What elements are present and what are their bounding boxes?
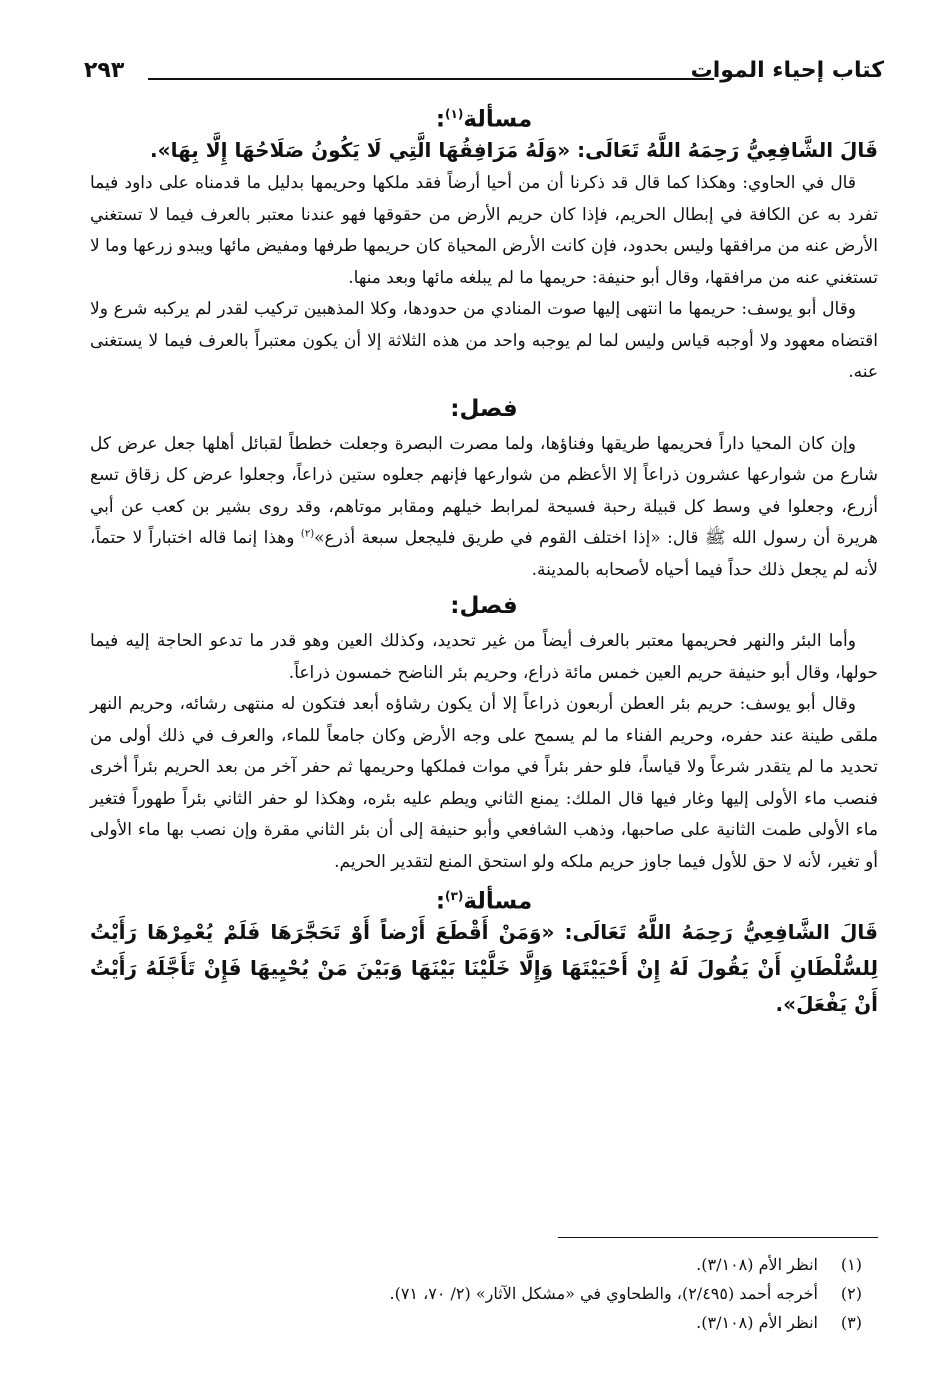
shafii-quote-2: قَالَ الشَّافِعِيُّ رَحِمَهُ اللَّهُ تَعَالَى: «وَمَنْ أَقْطَعَ أَرْضاً أَوْ تَحَجَّرَهَا فَلَمْ يُعْمِرْهَا رَأَيْتُ لِلسُّلْطَانِ أَنْ يَقُولَ لَهُ إِنْ أَحْيَيْتَهَا وَإِلَّا خَلَّيْنَا بَيْنَهَا وَبَيْنَ مَنْ يُحْيِيهَا فَإِنْ تَأَجَّلَهُ رَأَيْتُ أَنْ يَفْعَلَ».	[90, 920, 878, 1016]
paragraph-2: وقال أبو يوسف: حريمها ما انتهى إليها صوت المنادي من حدودها، وكلا المذهبين تركيب لقدر لم يركبه شرع ولا اقتضاه معهود ولا أوجبه قياس وليس لما لم يوجبه واحد من هذه الثلاثة إلا أن يكون معتبراً بالعرف فيما لا يستغنى عنه.	[90, 299, 878, 382]
page-number: ٢٩٣	[84, 58, 125, 83]
issue-heading-1	[90, 96, 878, 132]
footnote-number: (١)	[840, 1255, 862, 1274]
issue-heading-colon: :	[435, 106, 446, 133]
section-heading-1: فصل:	[450, 395, 518, 422]
footnote-ref-1: (١)	[445, 107, 464, 121]
issue-heading-colon: :	[435, 888, 446, 915]
paragraph-5: وقال أبو يوسف: حريم بئر العطن أربعون ذراعاً إلا أن يكون رشاؤه أبعد فتكون له منتهى رشائه، وحريم النهر ملقى طينة عند حفره، وحريم الفناء ما لم يسمح على وجه الأرض وكان جامعاً للماء، والعرف في ذلك أولى من تحديد ما لم يتقدر شرعاً ولا قياساً، فلو حفر بئراً في موات فملكها وحريمها ثم حفر آخر من بعد الحريم بئراً أخرى فنصب ماء الأولى إليها وغار فيها قال الملك: يمنع الثاني ويطم عليه بئره، وهكذا لو حفر الثاني بئراً طهوراً فتغير ماء الأولى طمت الثانية على صاحبها، وذهب الشافعي وأبو حنيفة إلى أن بئر الثاني مقرة وإن نصب بها ماء الأولى أو تغير، لأنه لا حق للأول فيما جاوز حريم ملكه ولو استحق المنع لتقدير الحريم.	[90, 694, 878, 872]
issue-heading-label: مسألة	[463, 888, 533, 915]
paragraph-1: قال في الحاوي: وهكذا كما قال قد ذكرنا أن من أحيا أرضاً فقد ملكها وحريمها بدليل ما قدمناه على داود فيما تفرد به عن الكافة في إبطال الحريم، فإذا كان حريم الأرض من حقوقها فهو عندنا معتبر بالعرف فيما لا تستغني الأرض عنه من مرافقها وليس بحدود، فإن كانت الأرض المحياة كان حريمها طرفها ومفيض مائها ويبدو زرعها وما لا تستغني عنه من مرافقها، وقال أبو حنيفة: حريمها ما لم يبلغه مائها وبعد منها.	[90, 173, 878, 288]
footnote-text: أخرجه أحمد (٢/٤٩٥)، والطحاوي في «مشكل الآثار» (٢/ ٧٠، ٧١).	[389, 1284, 818, 1303]
footnote-text: انظر الأم (٣/١٠٨).	[696, 1255, 818, 1274]
issue-heading-label: مسألة	[463, 106, 533, 133]
footnote-separator	[558, 1237, 878, 1238]
footnote-ref-2: (٢)	[300, 528, 315, 540]
running-title: كتاب إحياء الموات	[690, 58, 884, 83]
footnote-3	[150, 1308, 862, 1337]
page-header	[80, 58, 884, 94]
footnote-2	[150, 1279, 862, 1308]
issue-heading-2	[90, 878, 878, 914]
footnote-text: انظر الأم (٣/١٠٨).	[696, 1313, 818, 1332]
section-heading-2: فصل:	[450, 593, 518, 619]
header-rule	[148, 78, 714, 80]
footnotes	[150, 1250, 862, 1337]
paragraph-3-continuation: وهذا إنما قاله اختباراً لا حتماً، لأنه لم يجعل ذلك حداً فيما أحياه لأصحابه بالمدينة.	[90, 528, 878, 580]
shafii-quote-1: قَالَ الشَّافِعِيُّ رَحِمَهُ اللَّهُ تَعَالَى: «وَلَهُ مَرَافِقُهَا الَّتِي لَا يَكُونُ صَلَاحُهَا إِلَّا بِهَا».	[150, 138, 878, 162]
footnote-ref-3: (٣)	[445, 889, 464, 903]
paragraph-4: وأما البئر والنهر فحريمها معتبر بالعرف أيضاً من غير تحديد، وكذلك العين وهو قدر ما تدعو الحاجة إليه فيما حولها، وقال أبو حنيفة حريم العين خمس مائة ذراع، وحريم بئر الناضح خمسون ذراعاً.	[90, 631, 878, 683]
footnote-number: (٢)	[840, 1284, 862, 1303]
main-text	[90, 96, 878, 1022]
paragraph-3	[90, 429, 878, 587]
paragraph-3-text: وإن كان المحيا داراً فحريمها طريقها وفناؤها، ولما مصرت البصرة وجعلت خططاً لقبائل أهلها جعل عرض كل شارع من شوارعها عشرون ذراعاً إلا الأعظم من شوارعها فإنهم جعلوه ستين ذراعاً، وجعلوا عرض كل زقاق تسع أزرع، وجعلوا في وسط كل قبيلة رحبة فسيحة لمرابط خيلهم ومقابر موتاهم، وقد روى بشير بن كعب عن أبي هريرة أن رسول الله ﷺ قال: «إذا اختلف القوم في طريق فليجعل سبعة أذرع»	[90, 433, 878, 548]
footnote-number: (٣)	[840, 1313, 862, 1332]
footnote-1	[150, 1250, 862, 1279]
